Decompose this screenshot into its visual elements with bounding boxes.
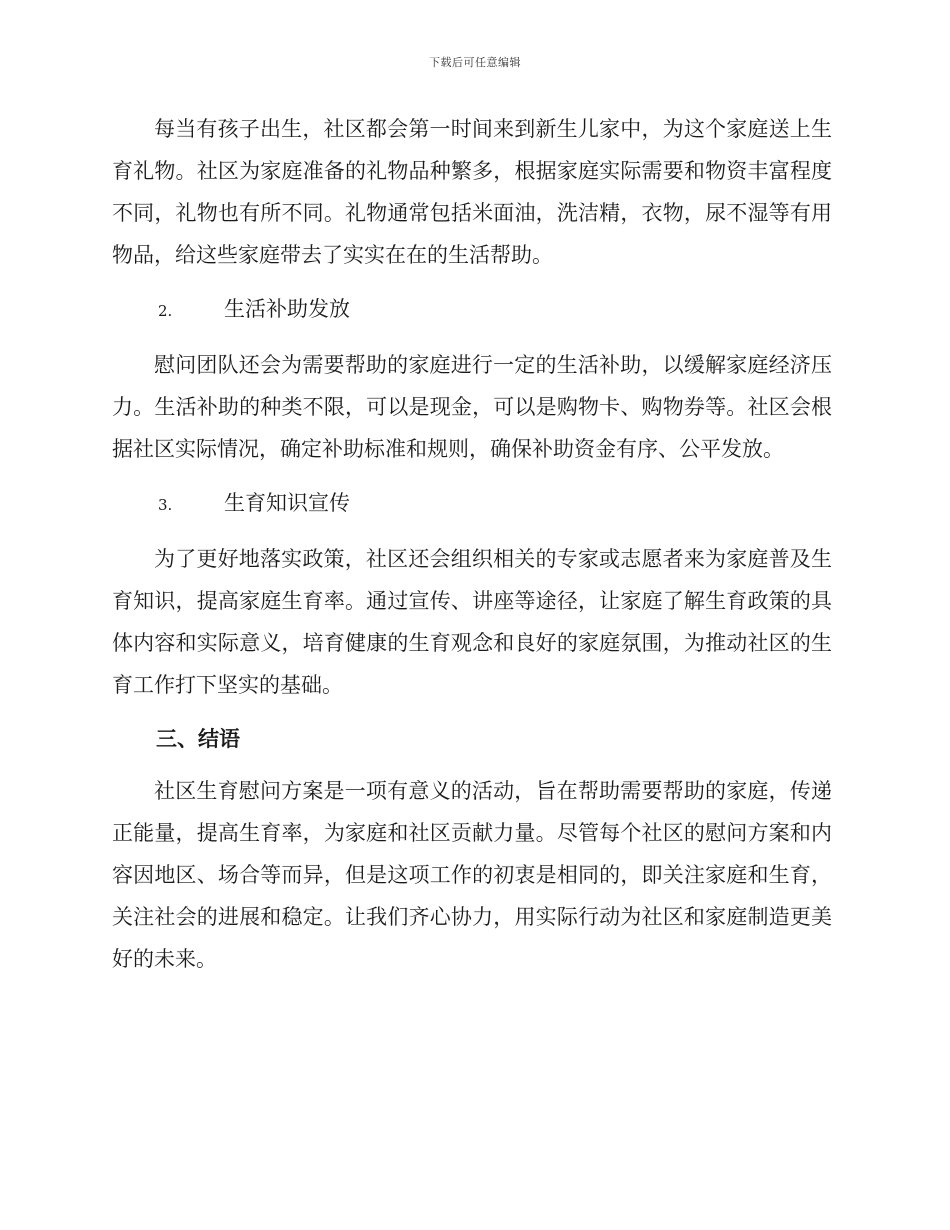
section-heading-conclusion: 三、结语 xyxy=(156,727,240,751)
list-item-subsidy xyxy=(112,288,832,332)
paragraph-knowledge: 为了更好地落实政策，社区还会组织相关的专家或志愿者来为家庭普及生育知识，提高家庭生育率。通过宣传、讲座等途径，让家庭了解生育政策的具体内容和实际意义，培育健康的生育观念和良好的家庭氛围，为推动社区的生育工作打下坚实的基础。 xyxy=(112,547,832,697)
list-number: 3. xyxy=(158,496,173,514)
document-body xyxy=(112,108,832,992)
list-item-knowledge xyxy=(112,482,832,526)
list-title: 生活补助发放 xyxy=(224,297,350,321)
paragraph-conclusion: 社区生育慰问方案是一项有意义的活动，旨在帮助需要帮助的家庭，传递正能量，提高生育率，为家庭和社区贡献力量。尽管每个社区的慰问方案和内容因地区、场合等而异，但是这项工作的初衷是相同的，即关注家庭和生育，关注社会的进展和稳定。让我们齐心协力，用实际行动为社区和家庭制造更美好的未来。 xyxy=(112,779,832,971)
list-number: 2. xyxy=(158,302,173,320)
paragraph-subsidy: 慰问团队还会为需要帮助的家庭进行一定的生活补助，以缓解家庭经济压力。生活补助的种类不限，可以是现金，可以是购物卡、购物券等。社区会根据社区实际情况，确定补助标准和规则，确保补助资金有序、公平发放。 xyxy=(112,353,832,461)
header-note: 下载后可任意编辑 xyxy=(429,56,521,69)
paragraph-gift: 每当有孩子出生，社区都会第一时间来到新生儿家中，为这个家庭送上生育礼物。社区为家庭准备的礼物品种繁多，根据家庭实际需要和物资丰富程度不同，礼物也有所不同。礼物通常包括米面油，洗洁精，衣物，尿不湿等有用物品，给这些家庭带去了实实在在的生活帮助。 xyxy=(112,117,832,267)
list-title: 生育知识宣传 xyxy=(224,491,350,515)
